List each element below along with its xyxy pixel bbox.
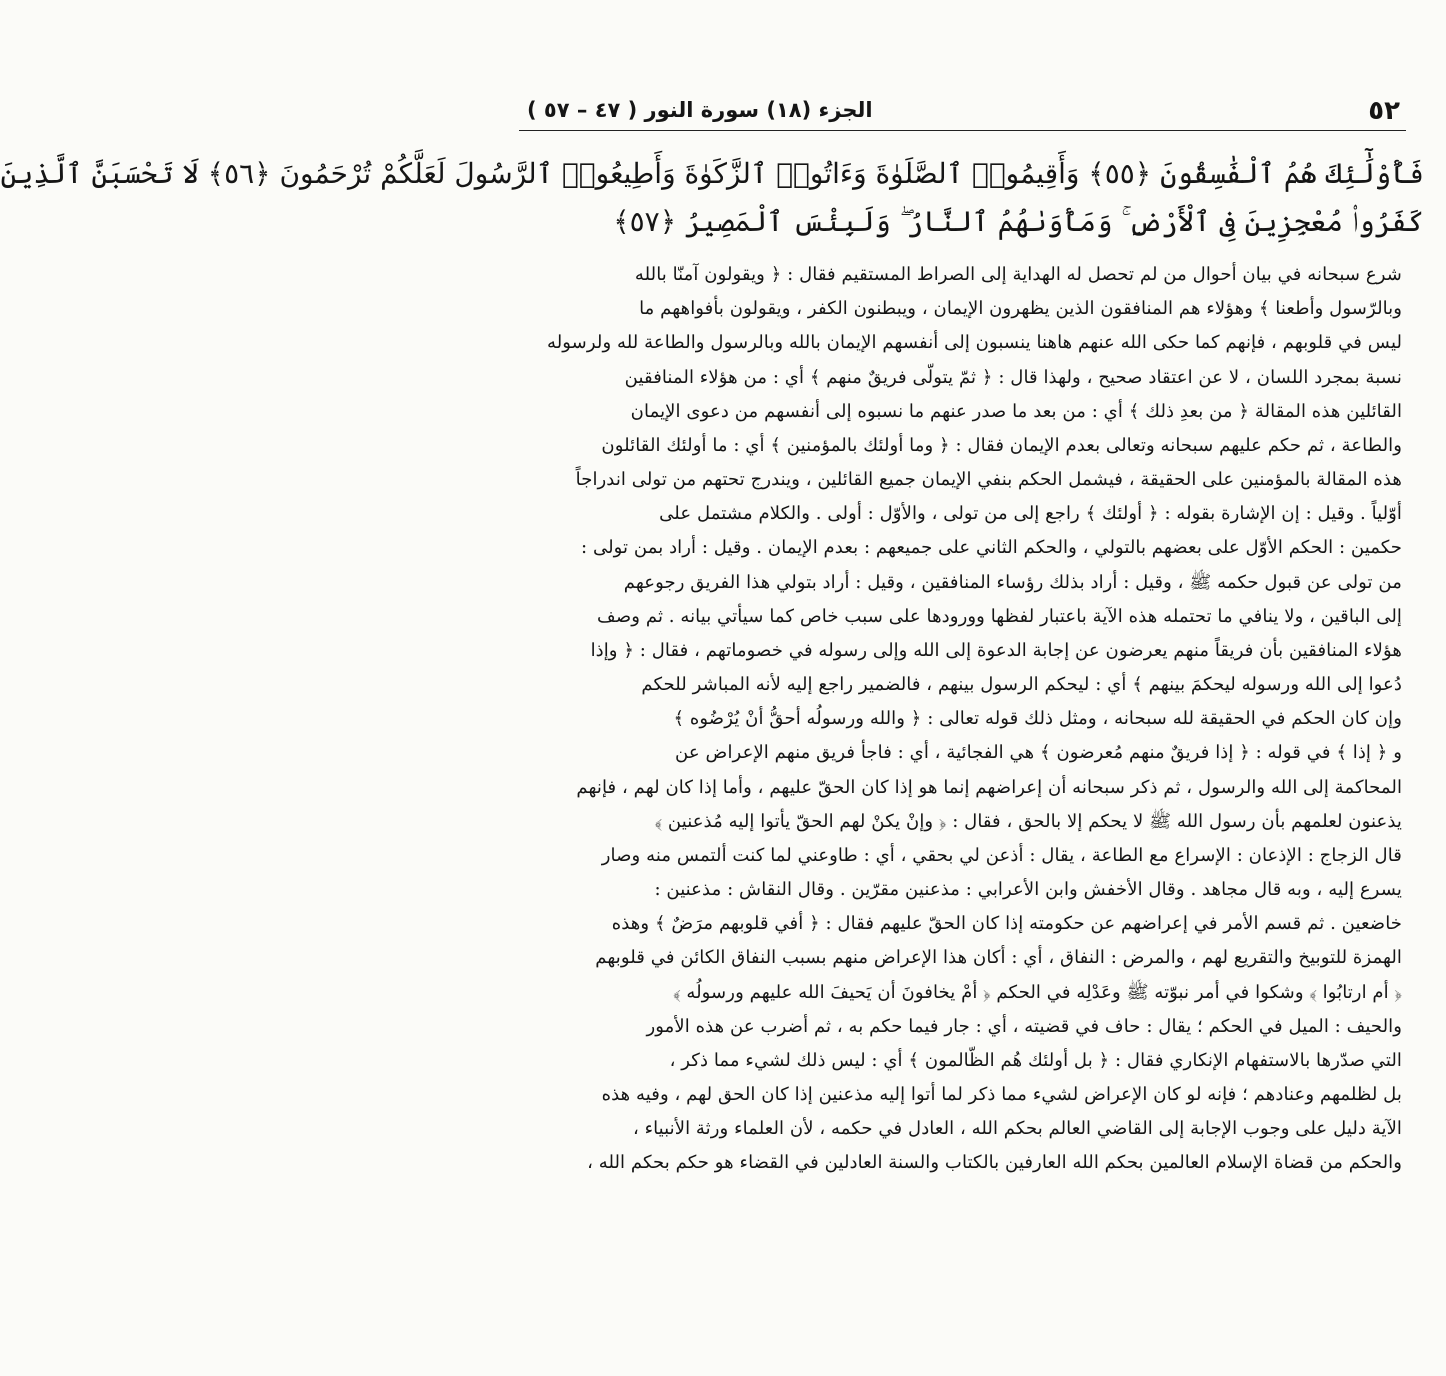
commentary-line: شرع سبحانه في بيان أحوال من لم تحصل له الهداية إلى الصراط المستقيم فقال : ﴿ ويقولون آمنّا بالله (634, 264, 1402, 285)
commentary-line: القائلين هذه المقالة ﴿ من بعدِ ذلك ﴾ أي : من بعد ما صدر عنهم ما نسبوه إلى أنفسهم من دعوى الإيمان (630, 400, 1402, 422)
commentary-line: والحكم من قضاة الإسلام العالمين بحكم الله العارفين بالكتاب والسنة العادلين في القضاء هو حكم بحكم الله ، (587, 1152, 1402, 1174)
quran-verses (0, 150, 1424, 250)
commentary-line: هذه المقالة بالمؤمنين على الحقيقة ، فيشمل الحكم بنفي الإيمان جميع القائلين ، ويندرج تحتهم من تولى اندراجاً (575, 469, 1402, 491)
running-title: الجزء (١٨) سورة النور ( ٤٧ – ٥٧ ) (527, 98, 873, 122)
commentary-line: الهمزة للتوبيخ والتقريع لهم ، والمرض : النفاق ، أي : أكان هذا الإعراض منهم بسبب النفاق الكائن في قلوبهم (595, 947, 1402, 969)
commentary-line: من تولى عن قبول حكمه ﷺ ، وقيل : أراد بذلك رؤساء المنافقين ، وقيل : أراد بتولي هذا الفريق رجوعهم (623, 571, 1402, 593)
commentary-text (523, 258, 1402, 1181)
commentary-line: خاضعين . ثم قسم الأمر في إعراضهم عن حكومته إذا كان الحقّ عليهم فقال : ﴿ أفي قلوبهم مرَضٌ ﴾ وهذه (611, 913, 1402, 935)
commentary-line: إلى الباقين ، ولا ينافي ما تحتمله هذه الآية باعتبار لفظها وورودها على سبب خاص كما سيأتي بيانه . ثم وصف (597, 605, 1402, 627)
commentary-line: هؤلاء المنافقين بأن فريقاً منهم يعرضون عن إجابة الدعوة إلى الله وإلى رسوله في خصوماتهم ، فقال : ﴿ وإذا (590, 639, 1402, 661)
page-number: ٥٢ (1368, 96, 1400, 126)
commentary-line: و ﴿ إذا ﴾ في قوله : ﴿ إذا فريقٌ منهم مُعرضون ﴾ هي الفجائية ، أي : فاجأ فريق منهم الإعراض عن (675, 742, 1402, 764)
commentary-line: يسرع إليه ، وبه قال مجاهد . وقال الأخفش وابن الأعرابي : مذعنين مقرّين . وقال النقاش : مذعنين : (654, 879, 1402, 901)
page-header (519, 94, 1406, 131)
commentary-line: دُعوا إلى الله ورسوله ليحكمَ بينهم ﴾ أي : ليحكم الرسول بينهم ، فالضمير راجع إليه لأنه المباشر للحكم (641, 674, 1402, 696)
commentary-line: والحيف : الميل في الحكم ؛ يقال : حاف في قضيته ، أي : جار فيما حكم به ، ثم أضرب عن هذه الأمور (646, 1015, 1402, 1037)
verse-line: فَأُوْلَٰٓئِكَ هُمُ ٱلْفَٰسِقُونَ ﴿٥٥﴾ وَأَقِيمُوا۟ ٱلصَّلَوٰةَ وَءَاتُوا۟ ٱلزَّكَوٰةَ وَأَطِيعُوا۟ ٱلرَّسُولَ لَعَلَّكُمْ تُرْحَمُونَ ﴿٥٦﴾ لَا تَحْسَبَنَّ ٱلَّذِينَ (0, 157, 1424, 190)
commentary-line: حكمين : الحكم الأوّل على بعضهم بالتولي ، والحكم الثاني على جميعهم : بعدم الإيمان . وقيل : أراد بمن تولى : (581, 537, 1402, 559)
commentary-line: ﴿ أم ارتابُوا ﴾ وشكوا في أمر نبوّته ﷺ وعَدْلِه في الحكم ﴿ أمْ يخافونَ أن يَحيفَ الله عليهم ورسولُه ﴾ (673, 981, 1402, 1003)
commentary-line: وبالرّسول وأطعنا ﴾ وهؤلاء هم المنافقون الذين يظهرون الإيمان ، ويبطنون الكفر ، ويقولون بأفواههم ما (639, 298, 1402, 320)
verse-line: كَفَرُوا۟ مُعْجِزِينَ فِى ٱلْأَرْضِ ۚ وَمَأْوَىٰهُمُ ٱلنَّارُ ۖ وَلَبِئْسَ ٱلْمَصِيرُ ﴿٥٧﴾ (613, 205, 1424, 238)
commentary-line: أوّلياً . وقيل : إن الإشارة بقوله : ﴿ أولئك ﴾ راجع إلى من تولى ، والأوّل : أولى . والكلام مشتمل على (659, 503, 1402, 525)
commentary-line: قال الزجاج : الإذعان : الإسراع مع الطاعة ، يقال : أذعن لي بحقي ، أي : طاوعني لما كنت ألتمس منه وصار (601, 844, 1402, 866)
commentary-line: ليس في قلوبهم ، فإنهم كما حكى الله عنهم هاهنا ينسبون إلى أنفسهم الإيمان بالله وبالرسول والطاعة لله ولرسوله (546, 332, 1402, 354)
commentary-line: بل لظلمهم وعنادهم ؛ فإنه لو كان الإعراض لشيء مما ذكر لما أتوا إليه مذعنين إذا كان الحق لهم ، وفيه هذه (601, 1084, 1402, 1106)
commentary-line: والطاعة ، ثم حكم عليهم سبحانه وتعالى بعدم الإيمان فقال : ﴿ وما أولئك بالمؤمنين ﴾ أي : ما أولئك القائلون (601, 434, 1402, 456)
commentary-line: المحاكمة إلى الله والرسول ، ثم ذكر سبحانه أن إعراضهم إنما هو إذا كان الحقّ عليهم ، وأما إذا كان لهم ، فإنهم (576, 776, 1402, 798)
commentary-line: نسبة بمجرد اللسان ، لا عن اعتقاد صحيح ، ولهذا قال : ﴿ ثمّ يتولّى فريقٌ منهم ﴾ أي : من هؤلاء المنافقين (624, 366, 1402, 388)
commentary-line: الآية دليل على وجوب الإجابة إلى القاضي العالم بحكم الله ، العادل في حكمه ، لأن العلماء ورثة الأنبياء ، (632, 1118, 1402, 1140)
commentary-line: يذعنون لعلمهم بأن رسول الله ﷺ لا يحكم إلا بالحق ، فقال : ﴿ وإنْ يكنْ لهم الحقّ يأتوا إليه مُذعنين ﴾ (654, 810, 1402, 832)
commentary-line: وإن كان الحكم في الحقيقة لله سبحانه ، ومثل ذلك قوله تعالى : ﴿ والله ورسولُه أحقُّ أنْ يُرْضُوه ﴾ (673, 708, 1402, 730)
commentary-line: التي صدّرها بالاستفهام الإنكاري فقال : ﴿ بل أولئك هُم الظّالمون ﴾ أي : ليس ذلك لشيء مما ذكر ، (669, 1049, 1402, 1071)
